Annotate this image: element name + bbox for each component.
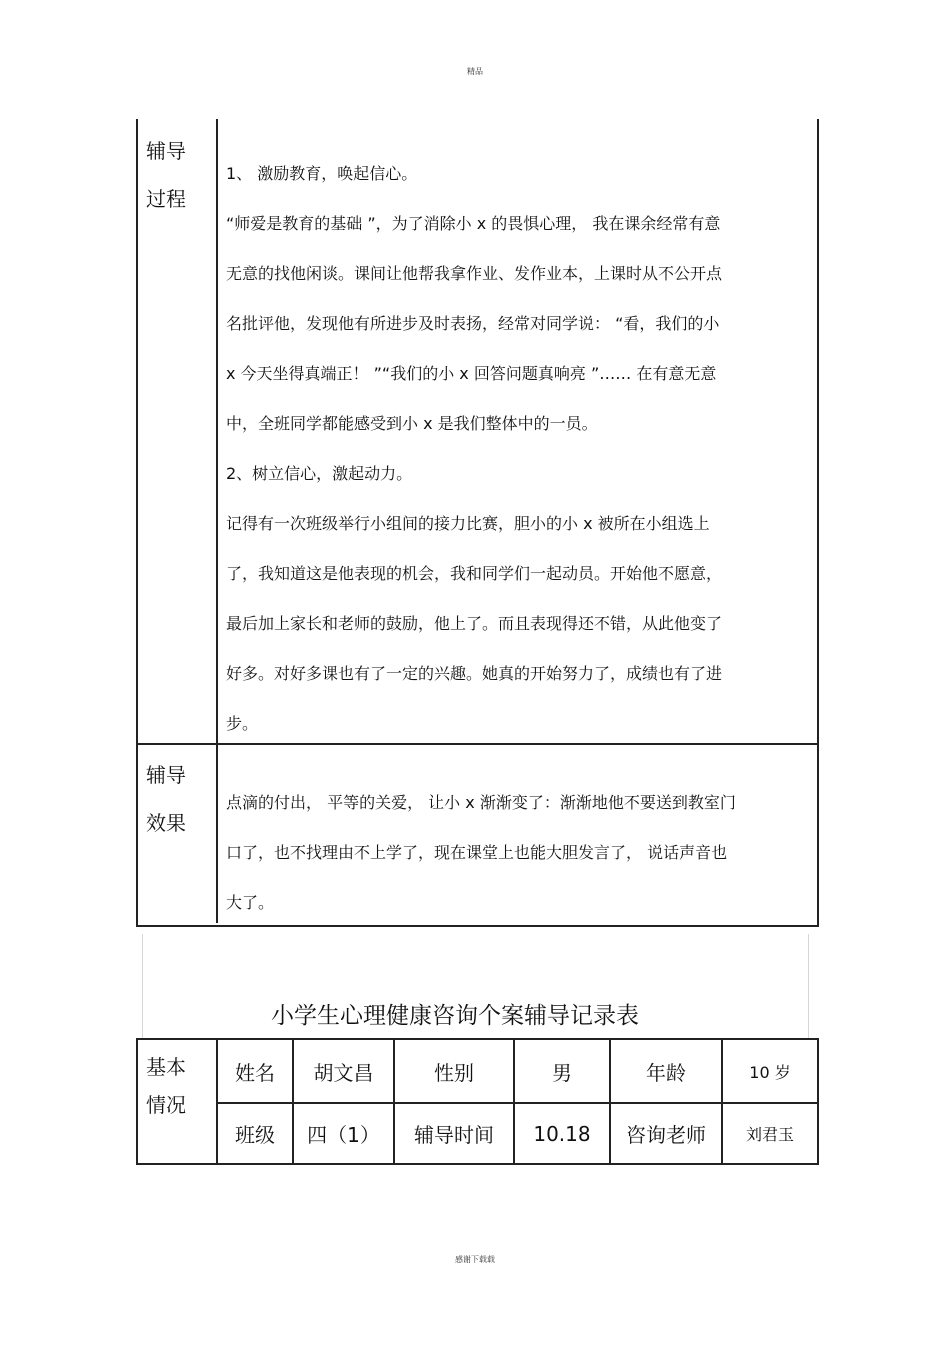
counseling-record-table	[136, 119, 819, 927]
process-line: 最后加上家长和老师的鼓励，他上了。而且表现得还不错，从此他变了	[226, 614, 723, 633]
basic-info-table	[136, 1038, 819, 1165]
name-label-cell: 姓名	[218, 1040, 294, 1102]
process-line: 1、 激励教育，唤起信心。	[226, 164, 418, 183]
process-label	[138, 119, 218, 743]
basic-info-row-1	[218, 1040, 817, 1102]
effect-line: 口了，也不找理由不上学了，现在课堂上也能大胆发言了， 说话声音也	[226, 843, 728, 862]
page-header: 精品	[467, 67, 483, 76]
process-line: 中，全班同学都能感受到小 x 是我们整体中的一员。	[226, 414, 598, 433]
effect-label	[138, 745, 218, 923]
basic-info-row-2	[218, 1102, 817, 1163]
age-value-cell: 10 岁	[749, 1062, 791, 1082]
effect-line: 大了。	[226, 893, 275, 912]
effect-line: 点滴的付出， 平等的关爱， 让小 x 渐渐变了：渐渐地他不要送到教室门	[226, 793, 736, 812]
process-row	[138, 119, 817, 745]
process-line: 了，我知道这是他表现的机会，我和同学们一起动员。开始他不愿意，	[226, 564, 723, 583]
session-time-label-cell: 辅导时间	[395, 1104, 515, 1163]
gender-label-cell: 性别	[395, 1040, 515, 1102]
session-time-value-cell: 10.18	[515, 1104, 611, 1163]
basic-info-label	[138, 1040, 218, 1163]
basic-info-grid	[218, 1040, 817, 1163]
effect-label-line2: 效果	[146, 811, 186, 835]
page-footer: 感谢下载载	[455, 1255, 495, 1264]
process-line: 无意的找他闲谈。课间让他帮我拿作业、发作业本，上课时从不公开点	[226, 264, 723, 283]
basic-info-label-line1: 基本	[146, 1055, 186, 1079]
class-label-cell: 班级	[218, 1104, 294, 1163]
process-line: 名批评他，发现他有所进步及时表扬，经常对同学说： “看，我们的小	[226, 314, 720, 333]
name-value-cell: 胡文昌	[294, 1040, 395, 1102]
process-line: “师爱是教育的基础 ”，为了消除小 x 的畏惧心理， 我在课余经常有意	[226, 214, 721, 233]
effect-label-line1: 辅导	[146, 763, 186, 787]
gender-value-cell: 男	[515, 1040, 611, 1102]
process-line: x 今天坐得真端正！ ”“我们的小 x 回答问题真响亮 ”…… 在有意无意	[226, 364, 717, 383]
basic-info-label-line2: 情况	[146, 1093, 186, 1117]
process-line: 好多。对好多课也有了一定的兴趣。她真的开始努力了，成绩也有了进	[226, 664, 723, 683]
process-line: 记得有一次班级举行小组间的接力比赛，胆小的小 x 被所在小组选上	[226, 514, 710, 533]
process-label-line1: 辅导	[146, 139, 186, 163]
process-label-line2: 过程	[146, 187, 186, 211]
class-value-cell: 四（1）	[294, 1104, 395, 1163]
form-title: 小学生心理健康咨询个案辅导记录表	[271, 1003, 639, 1029]
counselor-value-cell: 刘君玉	[745, 1125, 794, 1144]
effect-content	[218, 745, 817, 923]
age-label-cell: 年龄	[611, 1040, 723, 1102]
process-content	[218, 119, 817, 743]
effect-row	[138, 745, 817, 923]
process-line: 2、树立信心，激起动力。	[226, 464, 413, 483]
process-line: 步。	[226, 714, 259, 733]
counselor-label-cell: 咨询老师	[611, 1104, 723, 1163]
